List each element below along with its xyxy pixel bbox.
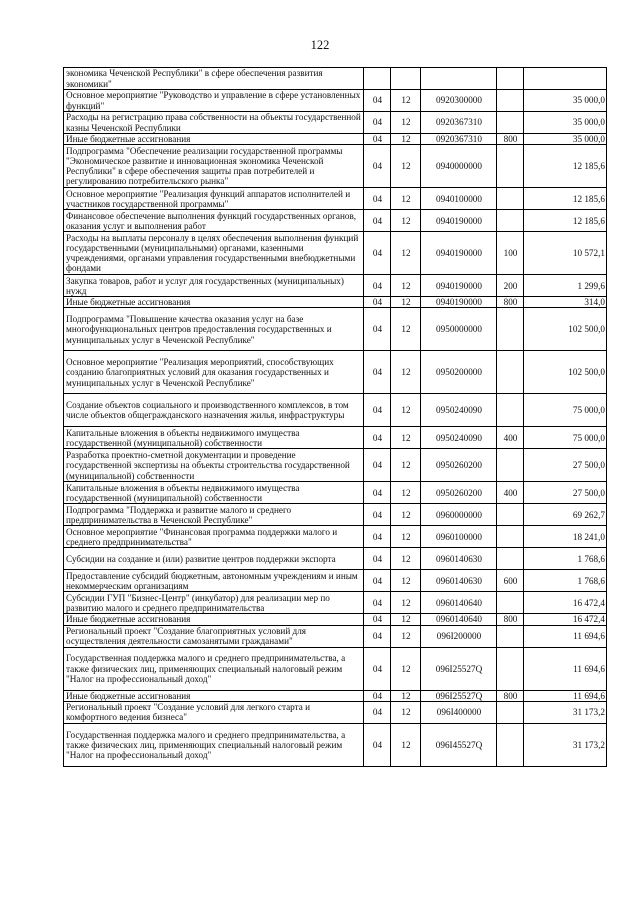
row-csr: 0940100000 [421, 188, 497, 210]
row-vr: 400 [497, 427, 524, 449]
row-rz: 04 [364, 308, 391, 351]
row-sum: 314,0 [524, 297, 607, 308]
row-sum: 35 000,0 [524, 90, 607, 112]
row-vr: 800 [497, 134, 524, 145]
row-name: Иные бюджетные ассигнования [64, 690, 364, 701]
row-csr: 0950260200 [421, 482, 497, 504]
row-name: Основное мероприятие "Финансовая программа поддержки малого и среднего предпринимательства" [64, 526, 364, 548]
row-rz: 04 [364, 701, 391, 723]
row-pr: 12 [391, 701, 421, 723]
table-row [64, 188, 607, 210]
row-rz: 04 [364, 482, 391, 504]
row-vr [497, 145, 524, 188]
row-csr: 0960100000 [421, 526, 497, 548]
row-pr: 12 [391, 548, 421, 570]
row-sum: 12 185,6 [524, 145, 607, 188]
row-vr [497, 592, 524, 614]
table-row [64, 68, 607, 90]
row-pr: 12 [391, 145, 421, 188]
row-name: экономика Чеченской Республики" в сфере обеспечения развития экономики" [64, 68, 364, 90]
row-vr: 100 [497, 232, 524, 275]
row-csr: 0950260200 [421, 449, 497, 482]
table-row [64, 394, 607, 427]
row-pr: 12 [391, 394, 421, 427]
row-vr [497, 723, 524, 766]
row-name: Финансовое обеспечение выполнения функций государственных органов, оказания услуг и выполнения работ [64, 210, 364, 232]
row-name: Подпрограмма "Поддержка и развитие малого и среднего предпринимательства в Чеченской Республике" [64, 504, 364, 526]
row-pr: 12 [391, 449, 421, 482]
table-row [64, 614, 607, 625]
row-rz: 04 [364, 592, 391, 614]
row-vr [497, 210, 524, 232]
row-vr [497, 90, 524, 112]
row-name: Подпрограмма "Обеспечение реализации государственной программы "Экономическое развитие и инновационная экономика Чеченской Республики" в сфере обеспечения защиты прав потребителей и регулированию потребительского рынка" [64, 145, 364, 188]
row-pr: 12 [391, 570, 421, 592]
row-rz: 04 [364, 232, 391, 275]
row-csr: 0940190000 [421, 297, 497, 308]
row-sum: 102 500,0 [524, 308, 607, 351]
row-name: Разработка проектно-сметной документации и проведение государственной экспертизы на объекты строительства государственной (муниципальной) собственности [64, 449, 364, 482]
table-row [64, 351, 607, 394]
row-csr: 0950200000 [421, 351, 497, 394]
row-sum: 27 500,0 [524, 482, 607, 504]
row-sum: 11 694,6 [524, 647, 607, 690]
table-row [64, 701, 607, 723]
row-name: Региональный проект "Создание условий для легкого старта и комфортного ведения бизнеса" [64, 701, 364, 723]
row-sum: 69 262,7 [524, 504, 607, 526]
row-pr: 12 [391, 723, 421, 766]
row-rz: 04 [364, 210, 391, 232]
row-sum: 35 000,0 [524, 112, 607, 134]
row-sum: 11 694,6 [524, 625, 607, 647]
row-vr [497, 308, 524, 351]
row-name: Создание объектов социального и производственного комплексов, в том числе объектов общегражданского назначения жилья, инфраструктуры [64, 394, 364, 427]
row-pr: 12 [391, 232, 421, 275]
row-pr: 12 [391, 210, 421, 232]
row-pr: 12 [391, 625, 421, 647]
row-sum [524, 68, 607, 90]
row-name: Иные бюджетные ассигнования [64, 614, 364, 625]
row-pr: 12 [391, 134, 421, 145]
table-row [64, 482, 607, 504]
row-csr: 096I25527Q [421, 690, 497, 701]
row-csr: 0960140640 [421, 614, 497, 625]
row-name: Предоставление субсидий бюджетным, автономным учреждениям и иным некоммерческим организациям [64, 570, 364, 592]
row-sum: 1 768,6 [524, 548, 607, 570]
row-rz: 04 [364, 449, 391, 482]
row-vr: 800 [497, 690, 524, 701]
row-name: Расходы на выплаты персоналу в целях обеспечения выполнения функций государственными (муниципальными) органами, казенными учреждениями, органами управления государственными внебюджетными фондами [64, 232, 364, 275]
row-sum: 18 241,0 [524, 526, 607, 548]
budget-table-body [64, 68, 607, 767]
row-sum: 31 173,2 [524, 701, 607, 723]
row-name: Закупка товаров, работ и услуг для государственных (муниципальных) нужд [64, 275, 364, 297]
row-name: Иные бюджетные ассигнования [64, 297, 364, 308]
row-rz: 04 [364, 548, 391, 570]
row-sum: 31 173,2 [524, 723, 607, 766]
row-pr [391, 68, 421, 90]
table-row [64, 723, 607, 766]
row-name: Государственная поддержка малого и среднего предпринимательства, а также физических лиц, применяющих специальный налоговый режим "Налог на профессиональный доход" [64, 723, 364, 766]
row-rz: 04 [364, 275, 391, 297]
table-row [64, 90, 607, 112]
row-csr: 0950240090 [421, 394, 497, 427]
row-rz: 04 [364, 526, 391, 548]
table-row [64, 308, 607, 351]
row-sum: 1 299,6 [524, 275, 607, 297]
row-csr: 0920367310 [421, 134, 497, 145]
row-name: Расходы на регистрацию права собственности на объекты государственной казны Чеченской Республики [64, 112, 364, 134]
row-pr: 12 [391, 427, 421, 449]
row-vr [497, 351, 524, 394]
row-csr [421, 68, 497, 90]
row-pr: 12 [391, 351, 421, 394]
row-sum: 75 000,0 [524, 427, 607, 449]
budget-table [63, 67, 607, 767]
row-vr [497, 701, 524, 723]
row-rz: 04 [364, 112, 391, 134]
row-csr: 096I400000 [421, 701, 497, 723]
table-row [64, 275, 607, 297]
row-rz: 04 [364, 570, 391, 592]
row-pr: 12 [391, 297, 421, 308]
table-row [64, 112, 607, 134]
row-rz: 04 [364, 90, 391, 112]
row-csr: 0940190000 [421, 210, 497, 232]
row-csr: 0940190000 [421, 275, 497, 297]
row-csr: 096I25527Q [421, 647, 497, 690]
row-csr: 0940190000 [421, 232, 497, 275]
row-sum: 11 694,6 [524, 690, 607, 701]
table-row [64, 548, 607, 570]
row-vr: 400 [497, 482, 524, 504]
row-vr: 800 [497, 297, 524, 308]
row-name: Государственная поддержка малого и среднего предпринимательства, а также физических лиц, применяющих специальный налоговый режим "Налог на профессиональный доход" [64, 647, 364, 690]
row-csr: 096I45527Q [421, 723, 497, 766]
row-sum: 1 768,6 [524, 570, 607, 592]
row-csr: 0960140640 [421, 592, 497, 614]
row-vr: 200 [497, 275, 524, 297]
row-rz: 04 [364, 690, 391, 701]
row-rz: 04 [364, 504, 391, 526]
row-name: Основное мероприятие "Руководство и управление в сфере установленных функций" [64, 90, 364, 112]
row-csr: 0940000000 [421, 145, 497, 188]
row-rz: 04 [364, 625, 391, 647]
row-vr [497, 647, 524, 690]
row-vr [497, 188, 524, 210]
table-row [64, 297, 607, 308]
row-rz: 04 [364, 297, 391, 308]
row-pr: 12 [391, 647, 421, 690]
row-rz: 04 [364, 394, 391, 427]
table-row [64, 625, 607, 647]
row-rz: 04 [364, 427, 391, 449]
row-sum: 75 000,0 [524, 394, 607, 427]
row-vr [497, 68, 524, 90]
row-name: Иные бюджетные ассигнования [64, 134, 364, 145]
row-rz: 04 [364, 723, 391, 766]
table-row [64, 570, 607, 592]
row-sum: 16 472,4 [524, 592, 607, 614]
table-row [64, 427, 607, 449]
row-pr: 12 [391, 592, 421, 614]
row-vr [497, 112, 524, 134]
row-csr: 0950000000 [421, 308, 497, 351]
row-csr: 0960140630 [421, 548, 497, 570]
row-rz: 04 [364, 614, 391, 625]
row-name: Субсидии ГУП "Бизнес-Центр" (инкубатор) для реализации мер по развитию малого и среднего предпринимательства [64, 592, 364, 614]
row-name: Региональный проект "Создание благоприятных условий для осуществления деятельности самозанятыми гражданами" [64, 625, 364, 647]
row-rz [364, 68, 391, 90]
row-pr: 12 [391, 526, 421, 548]
row-pr: 12 [391, 275, 421, 297]
table-row [64, 504, 607, 526]
row-vr [497, 548, 524, 570]
row-csr: 0920300000 [421, 90, 497, 112]
row-csr: 0960140630 [421, 570, 497, 592]
table-row [64, 449, 607, 482]
row-rz: 04 [364, 145, 391, 188]
row-rz: 04 [364, 351, 391, 394]
row-pr: 12 [391, 112, 421, 134]
row-csr: 0920367310 [421, 112, 497, 134]
table-row [64, 145, 607, 188]
table-row [64, 232, 607, 275]
page-number: 122 [310, 38, 330, 52]
row-vr: 600 [497, 570, 524, 592]
row-rz: 04 [364, 188, 391, 210]
row-vr: 800 [497, 614, 524, 625]
row-vr [497, 394, 524, 427]
row-rz: 04 [364, 647, 391, 690]
row-pr: 12 [391, 482, 421, 504]
row-vr [497, 625, 524, 647]
row-sum: 27 500,0 [524, 449, 607, 482]
table-row [64, 647, 607, 690]
table-row [64, 690, 607, 701]
row-pr: 12 [391, 90, 421, 112]
table-row [64, 526, 607, 548]
table-row [64, 134, 607, 145]
row-name: Подпрограмма "Повышение качества оказания услуг на базе многофункциональных центров предоставления государственных и муниципальных услуг в Чеченской Республике" [64, 308, 364, 351]
table-row [64, 210, 607, 232]
row-csr: 096I200000 [421, 625, 497, 647]
row-name: Основное мероприятие "Реализация мероприятий, способствующих созданию благоприятных условий для оказания государственных и муниципальных услуг в Чеченской Республике" [64, 351, 364, 394]
table-row [64, 592, 607, 614]
row-sum: 16 472,4 [524, 614, 607, 625]
row-pr: 12 [391, 690, 421, 701]
row-name: Субсидии на создание и (или) развитие центров поддержки экспорта [64, 548, 364, 570]
row-pr: 12 [391, 614, 421, 625]
row-vr [497, 526, 524, 548]
row-csr: 0960000000 [421, 504, 497, 526]
row-sum: 35 000,0 [524, 134, 607, 145]
row-sum: 10 572,1 [524, 232, 607, 275]
row-vr [497, 504, 524, 526]
row-name: Капитальные вложения в объекты недвижимого имущества государственной (муниципальной) собственности [64, 427, 364, 449]
row-sum: 12 185,6 [524, 188, 607, 210]
row-pr: 12 [391, 188, 421, 210]
row-vr [497, 449, 524, 482]
row-sum: 102 500,0 [524, 351, 607, 394]
row-csr: 0950240090 [421, 427, 497, 449]
row-name: Основное мероприятие "Реализация функций аппаратов исполнителей и участников государственной программы" [64, 188, 364, 210]
row-pr: 12 [391, 504, 421, 526]
row-pr: 12 [391, 308, 421, 351]
row-name: Капитальные вложения в объекты недвижимого имущества государственной (муниципальной) собственности [64, 482, 364, 504]
row-sum: 12 185,6 [524, 210, 607, 232]
row-rz: 04 [364, 134, 391, 145]
